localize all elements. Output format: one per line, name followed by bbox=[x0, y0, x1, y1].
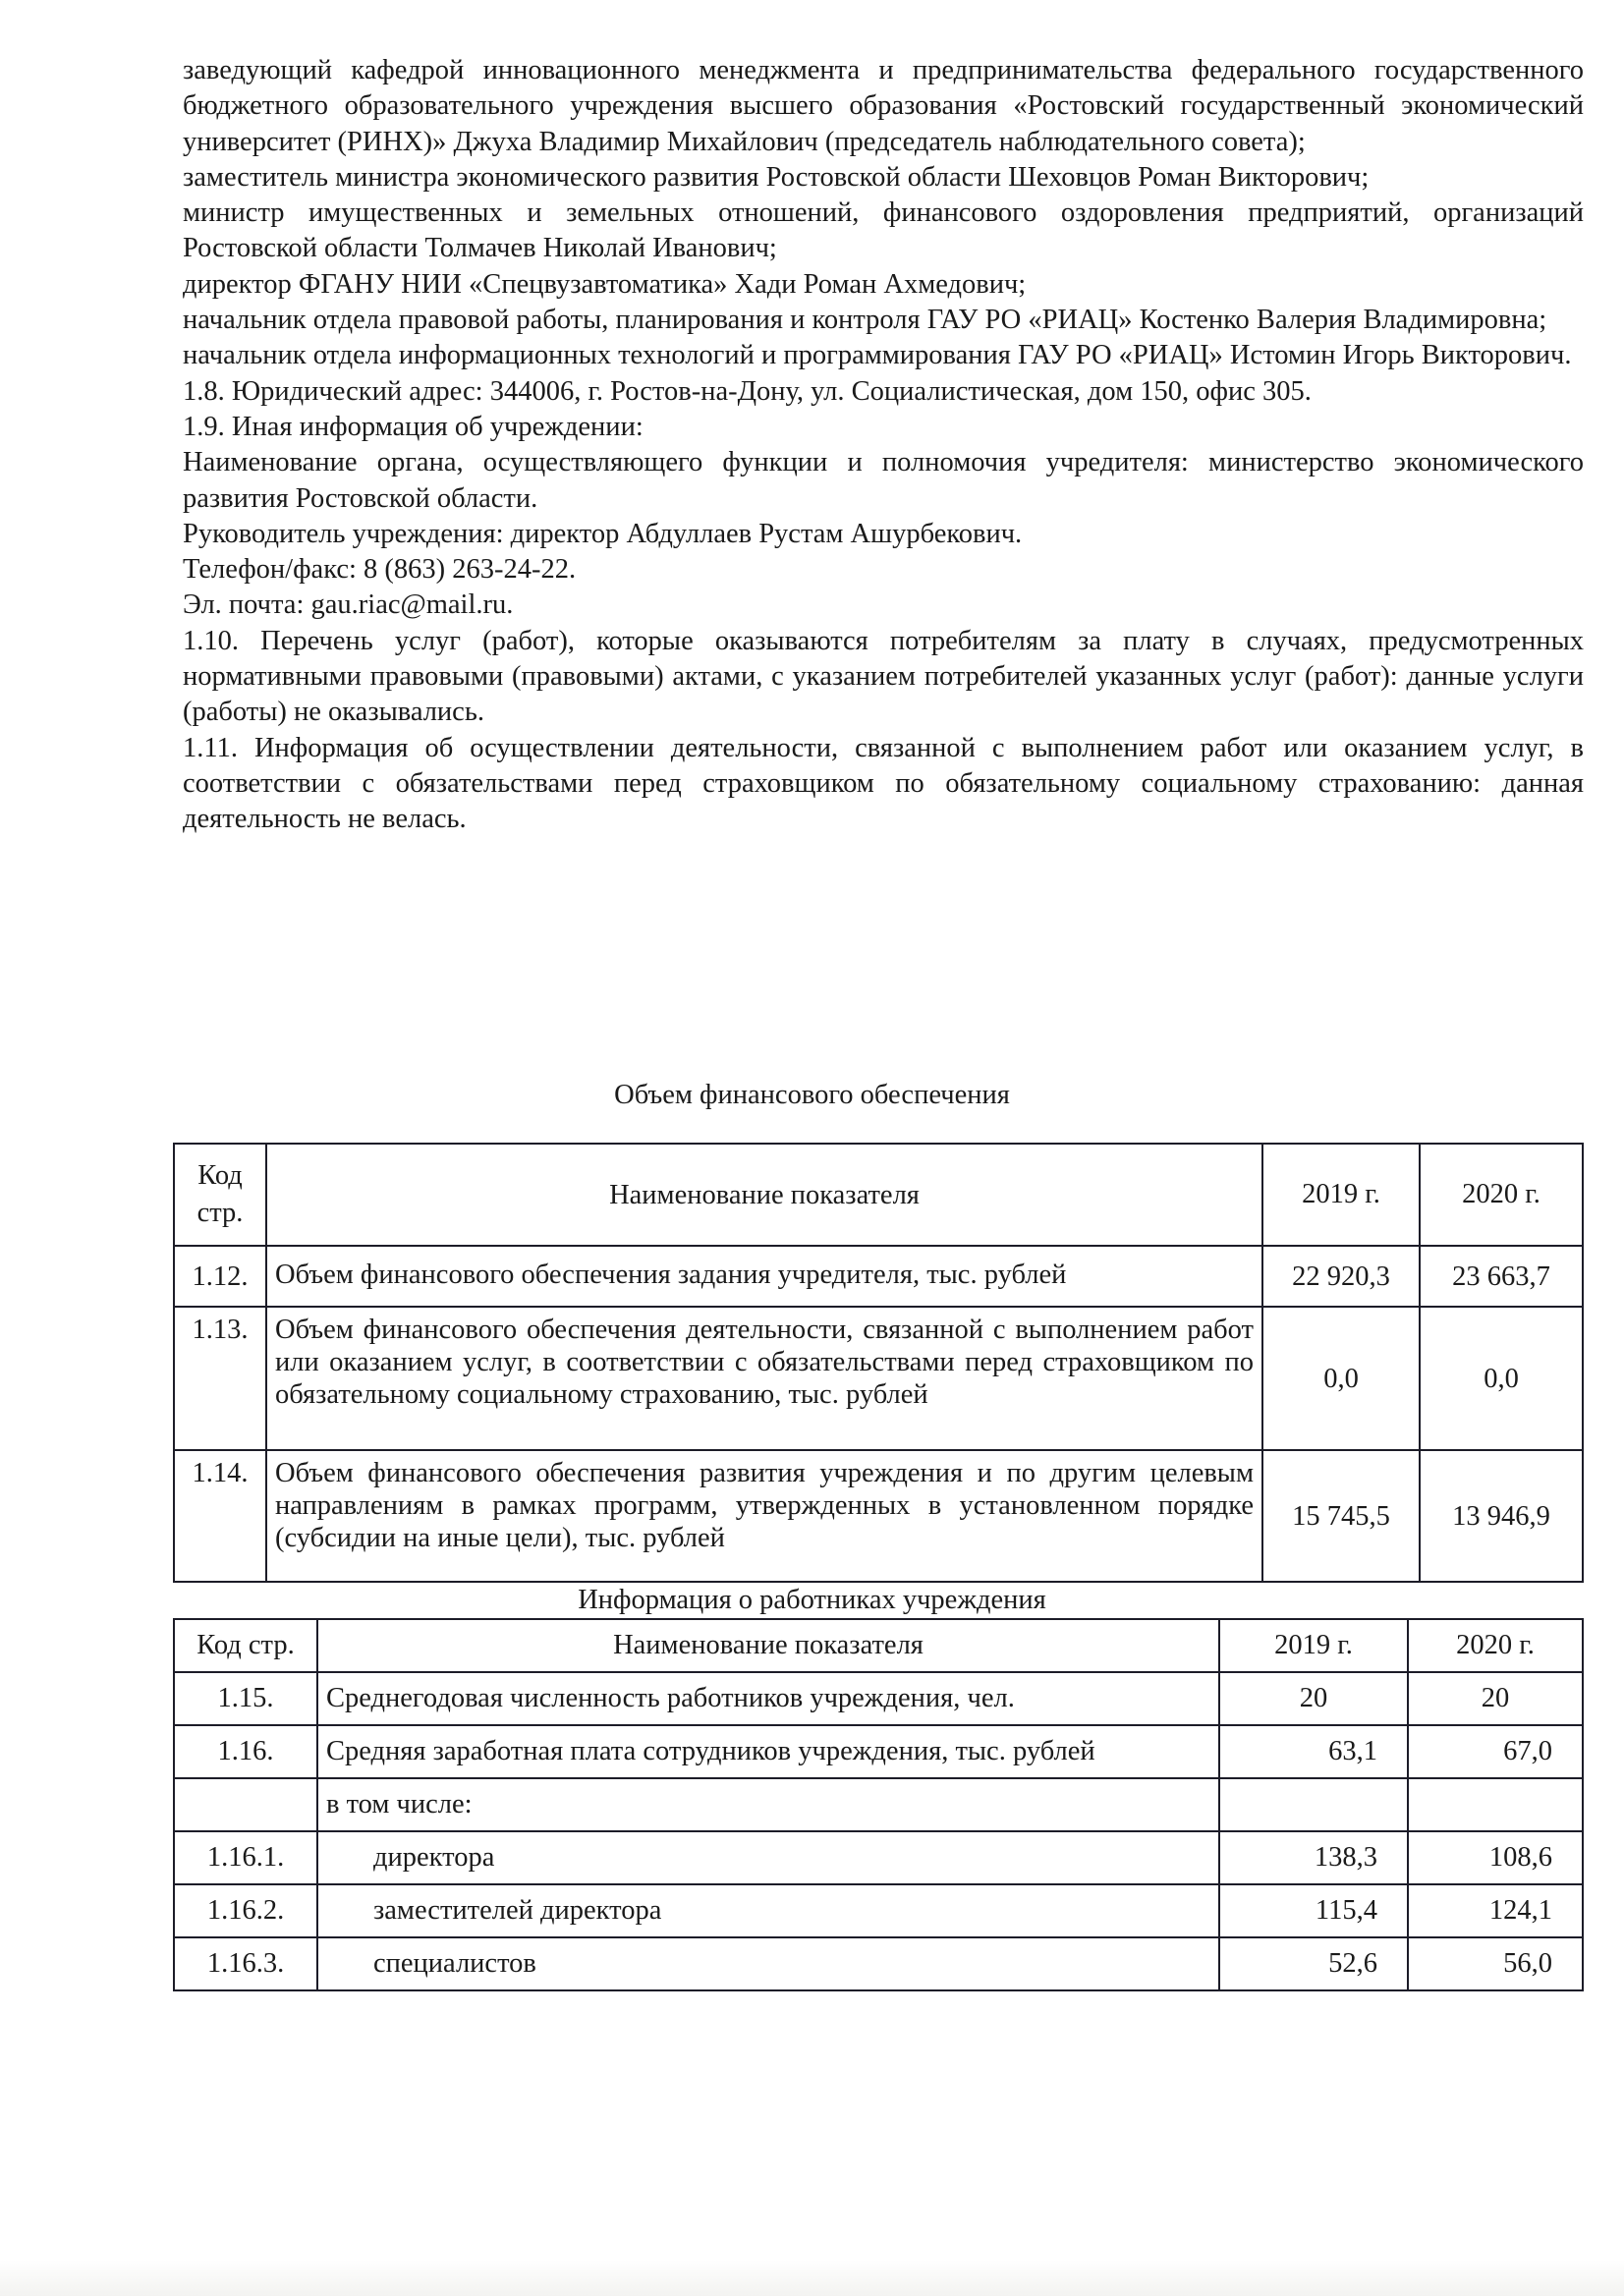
paragraph-board-member-property-minister: министр имущественных и земельных отношений, финансового оздоровления предприятий, организаций Ростовской области Толмачев Николай Иванович; bbox=[183, 197, 1584, 264]
row-code bbox=[174, 1778, 317, 1831]
table-row bbox=[174, 1831, 1583, 1884]
row-code: 1.16.2. bbox=[174, 1884, 317, 1937]
staff-table bbox=[173, 1618, 1584, 1991]
row-name: Объем финансового обеспечения развития учреждения и по другим целевым направлениям в рамках программ, утвержденных в установленном порядке (субсидии на иные цели), тыс. рублей bbox=[266, 1450, 1262, 1582]
table-row bbox=[174, 1778, 1583, 1831]
row-code: 1.16. bbox=[174, 1725, 317, 1778]
paragraph-board-member-it-head: начальник отдела информационных технологий и программирования ГАУ РО «РИАЦ» Истомин Игорь Викторович. bbox=[183, 340, 1572, 371]
paragraph-supervisory-board-chair: заведующий кафедрой инновационного менеджмента и предпринимательства федерального государственного бюджетного образовательного учреждения высшего образования «Ростовский государственный экономический университет (РИНХ)» Джуха Владимир Михайлович (председатель наблюдательного совета); bbox=[183, 55, 1584, 157]
row-value-2020: 67,0 bbox=[1408, 1725, 1583, 1778]
row-value-2020 bbox=[1408, 1778, 1583, 1831]
row-value-2020: 13 946,9 bbox=[1420, 1450, 1583, 1582]
table-row bbox=[174, 1450, 1583, 1582]
paragraph-other-info-heading: 1.9. Иная информация об учреждении: bbox=[183, 411, 644, 442]
row-name: в том числе: bbox=[317, 1778, 1219, 1831]
row-value-2020: 56,0 bbox=[1408, 1937, 1583, 1990]
row-value-2019: 0,0 bbox=[1262, 1307, 1420, 1450]
table-row bbox=[174, 1884, 1583, 1937]
header-code: Код стр. bbox=[174, 1619, 317, 1672]
row-name: заместителей директора bbox=[317, 1884, 1219, 1937]
table-header-row bbox=[174, 1144, 1583, 1246]
row-name: специалистов bbox=[317, 1937, 1219, 1990]
row-value-2019: 63,1 bbox=[1219, 1725, 1408, 1778]
paragraph-legal-address: 1.8. Юридический адрес: 344006, г. Ростов-на-Дону, ул. Социалистическая, дом 150, офис 305. bbox=[183, 375, 1312, 407]
table-row bbox=[174, 1307, 1583, 1450]
row-name: Среднегодовая численность работников учреждения, чел. bbox=[317, 1672, 1219, 1725]
table-row bbox=[174, 1725, 1583, 1778]
table-row bbox=[174, 1937, 1583, 1990]
row-code: 1.13. bbox=[174, 1307, 266, 1450]
header-2020: 2020 г. bbox=[1420, 1144, 1583, 1246]
row-value-2019 bbox=[1219, 1778, 1408, 1831]
paragraph-phone-fax: Телефон/факс: 8 (863) 263-24-22. bbox=[183, 554, 577, 586]
finance-table bbox=[173, 1143, 1584, 1583]
row-code: 1.12. bbox=[174, 1246, 266, 1307]
paragraph-paid-services: 1.10. Перечень услуг (работ), которые оказываются потребителям за плату в случаях, предусмотренных нормативными правовыми (правовыми) актами, с указанием потребителей указанных услуг (работ): данные услуги (работы) не оказывались. bbox=[183, 625, 1584, 728]
body-text bbox=[183, 53, 1584, 838]
row-value-2020: 124,1 bbox=[1408, 1884, 1583, 1937]
paragraph-founder-body: Наименование органа, осуществляющего функции и полномочия учредителя: министерство экономического развития Ростовской области. bbox=[183, 447, 1584, 514]
paragraph-head-of-institution: Руководитель учреждения: директор Абдуллаев Рустам Ашурбекович. bbox=[183, 518, 1023, 549]
row-code: 1.16.1. bbox=[174, 1831, 317, 1884]
table-header-row bbox=[174, 1619, 1583, 1672]
row-value-2020: 20 bbox=[1408, 1672, 1583, 1725]
row-name: Объем финансового обеспечения задания учредителя, тыс. рублей bbox=[266, 1246, 1262, 1307]
row-value-2019: 20 bbox=[1219, 1672, 1408, 1725]
row-value-2020: 108,6 bbox=[1408, 1831, 1583, 1884]
row-value-2019: 115,4 bbox=[1219, 1884, 1408, 1937]
paragraph-board-member-niі-director: директор ФГАНУ НИИ «Спецвузавтоматика» Хади Роман Ахмедович; bbox=[183, 268, 1027, 300]
staff-table-caption: Информация о работниках учреждения bbox=[578, 1585, 1046, 1615]
row-value-2019: 22 920,3 bbox=[1262, 1246, 1420, 1307]
row-name: директора bbox=[317, 1831, 1219, 1884]
row-code: 1.14. bbox=[174, 1450, 266, 1582]
header-code: Код стр. bbox=[174, 1144, 266, 1246]
table-row bbox=[174, 1672, 1583, 1725]
row-value-2020: 23 663,7 bbox=[1420, 1246, 1583, 1307]
row-value-2019: 52,6 bbox=[1219, 1937, 1408, 1990]
header-indicator-name: Наименование показателя bbox=[317, 1619, 1219, 1672]
header-indicator-name: Наименование показателя bbox=[266, 1144, 1262, 1246]
paragraph-board-member-deputy-minister: заместитель министра экономического развития Ростовской области Шеховцов Роман Викторович; bbox=[183, 161, 1370, 193]
row-code: 1.16.3. bbox=[174, 1937, 317, 1990]
row-code: 1.15. bbox=[174, 1672, 317, 1725]
table-row bbox=[174, 1246, 1583, 1307]
row-value-2019: 138,3 bbox=[1219, 1831, 1408, 1884]
paragraph-email: Эл. почта: gau.riac@mail.ru. bbox=[183, 589, 514, 621]
header-2019: 2019 г. bbox=[1219, 1619, 1408, 1672]
header-2020: 2020 г. bbox=[1408, 1619, 1583, 1672]
paragraph-social-insurance-activity: 1.11. Информация об осуществлении деятельности, связанной с выполнением работ или оказанием услуг, в соответствии с обязательствами перед страховщиком по обязательному социальному страхованию: данная деятельность не велась. bbox=[183, 732, 1584, 835]
row-name: Объем финансового обеспечения деятельности, связанной с выполнением работ или оказанием услуг, в соответствии с обязательствами перед страховщиком по обязательному социальному страхованию, тыс. рублей bbox=[266, 1307, 1262, 1450]
paragraph-board-member-legal-head: начальник отдела правовой работы, планирования и контроля ГАУ РО «РИАЦ» Костенко Валерия Владимировна; bbox=[183, 305, 1547, 336]
scan-edge-shade bbox=[0, 2260, 1624, 2296]
row-name: Средняя заработная плата сотрудников учреждения, тыс. рублей bbox=[317, 1725, 1219, 1778]
finance-table-caption: Объем финансового обеспечения bbox=[614, 1080, 1010, 1110]
row-value-2019: 15 745,5 bbox=[1262, 1450, 1420, 1582]
row-value-2020: 0,0 bbox=[1420, 1307, 1583, 1450]
header-2019: 2019 г. bbox=[1262, 1144, 1420, 1246]
